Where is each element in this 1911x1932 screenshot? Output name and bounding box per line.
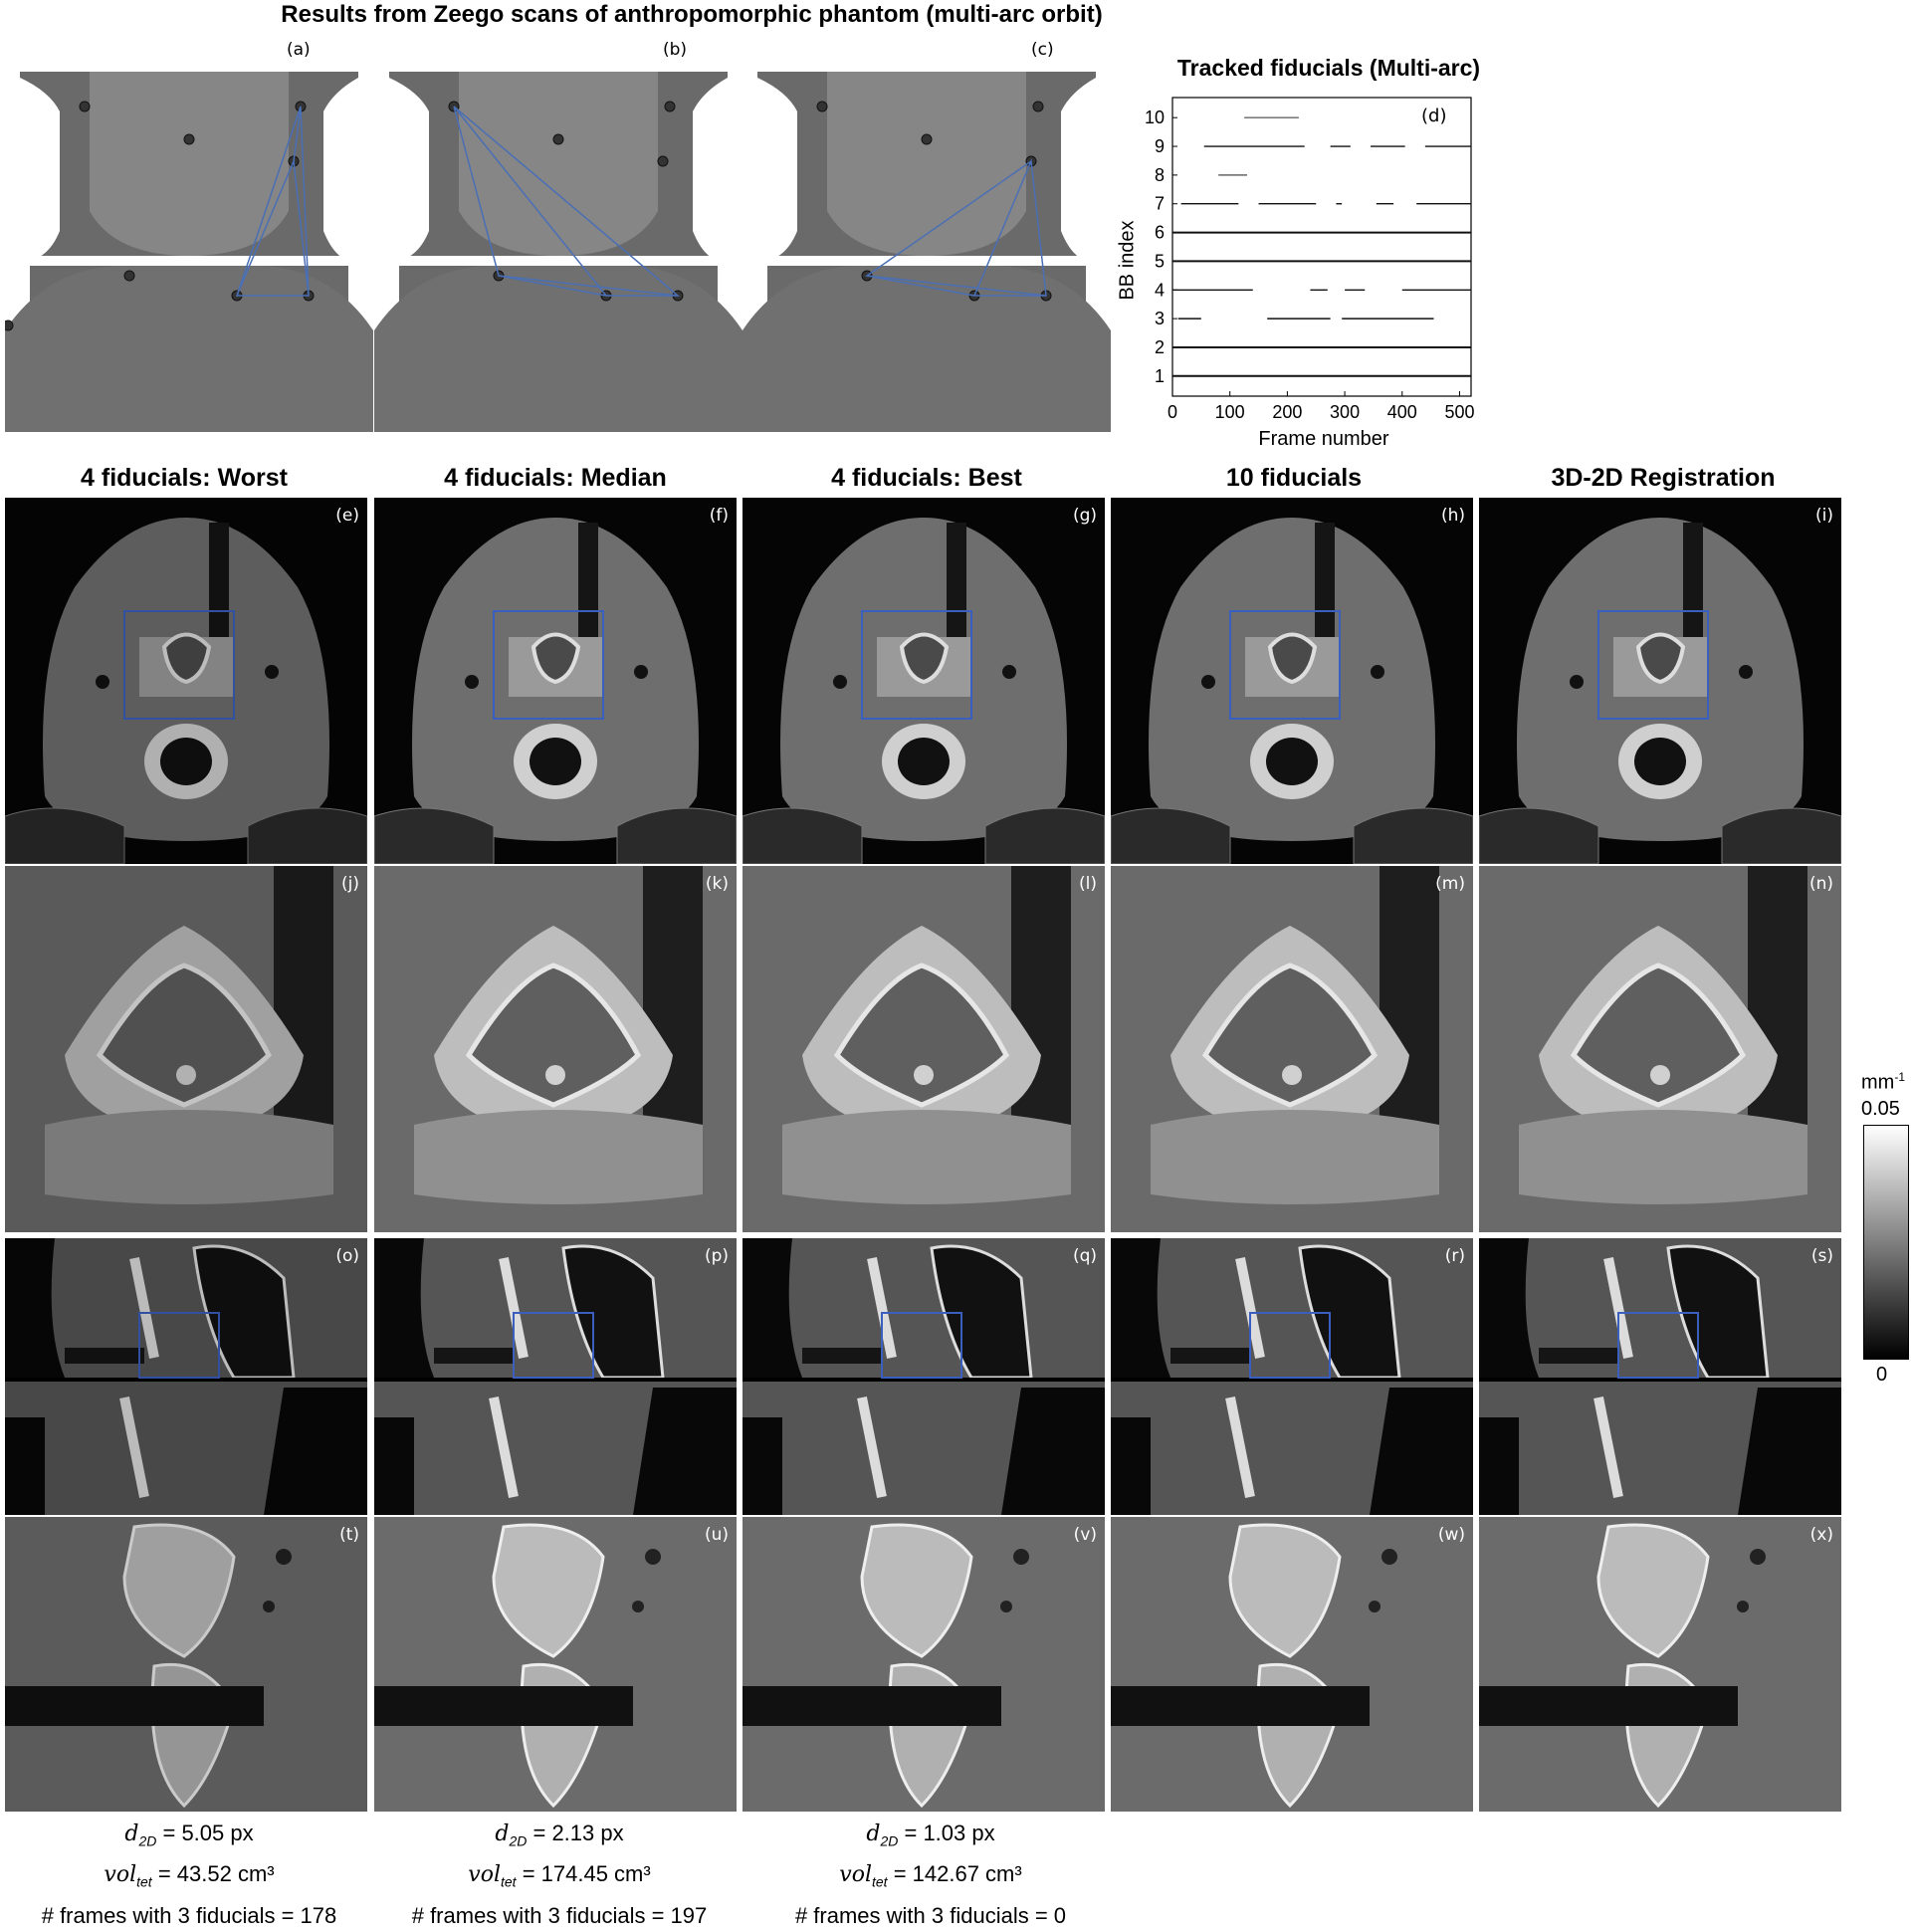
column-title-median: 4 fiducials: Median	[444, 464, 667, 492]
panel-label: (p)	[704, 1246, 729, 1266]
panel-label: (q)	[1072, 1246, 1097, 1266]
ct-image-axial	[374, 498, 737, 864]
ct-image-sagzoom	[1479, 1517, 1841, 1812]
ct-panel-axialzoom-4	[1111, 866, 1473, 1232]
x-tick-label: 300	[1330, 402, 1361, 422]
column-title-worst: 4 fiducials: Worst	[81, 464, 288, 492]
panel-label-a-text: (a)	[287, 40, 311, 60]
y-tick-label: 6	[1154, 222, 1165, 243]
ct-panel-sagittal-4	[1111, 1238, 1473, 1515]
ct-image-sagittal	[743, 1238, 1105, 1515]
ct-panel-axialzoom-1	[5, 866, 367, 1232]
figure-title: Results from Zeego scans of anthropomorphic phantom (multi-arc orbit)	[281, 1, 1103, 28]
d2d-sub: 2D	[138, 1832, 157, 1849]
ct-image-sagzoom	[743, 1517, 1105, 1812]
ct-image-axialzoom	[5, 866, 367, 1232]
caption-d2d	[370, 1817, 748, 1857]
xray-drawing-a	[5, 72, 373, 432]
ct-panel-sagzoom-5	[1479, 1517, 1841, 1812]
ct-image-axial	[5, 498, 367, 864]
caption-d2d	[742, 1817, 1120, 1857]
y-tick-label: 4	[1154, 280, 1165, 301]
colorbar-max: 0.05	[1861, 1098, 1900, 1120]
ct-panel-axialzoom-2	[374, 866, 737, 1232]
d2d-symbol: d	[124, 1822, 139, 1846]
chart-xlabel: Frame number	[1258, 428, 1389, 450]
ct-panel-axial-4	[1111, 498, 1473, 864]
d2d-value: = 2.13 px	[527, 1821, 624, 1845]
y-tick-label: 2	[1154, 336, 1165, 357]
xray-panel-a	[5, 72, 373, 432]
chart-panel-label: (d)	[1421, 106, 1447, 126]
chart-ylabel: BB index	[1116, 220, 1139, 301]
panel-label-b: (b)	[663, 40, 688, 60]
d2d-symbol: d	[866, 1822, 881, 1846]
chart-title: Tracked fiducials (Multi-arc)	[1176, 55, 1481, 81]
panel-label: (u)	[704, 1525, 729, 1545]
ct-image-sagittal	[374, 1238, 737, 1515]
xray-panel-c	[743, 72, 1111, 432]
ct-panel-axialzoom-5	[1479, 866, 1841, 1232]
panel-label: (r)	[1444, 1246, 1465, 1266]
column-title-10-fiducials: 10 fiducials	[1225, 464, 1363, 492]
ct-image-axialzoom	[743, 866, 1105, 1232]
ct-panel-sagittal-2	[374, 1238, 737, 1515]
ct-image-sagzoom	[374, 1517, 737, 1812]
panel-label: (m)	[1435, 874, 1465, 894]
x-tick-label: 100	[1214, 402, 1245, 422]
ct-image-axialzoom	[374, 866, 737, 1232]
ct-panel-sagittal-1	[5, 1238, 367, 1515]
xray-panel-b	[374, 72, 743, 432]
panel-label: (x)	[1809, 1525, 1833, 1545]
vol-value: = 142.67 cm³	[887, 1861, 1022, 1887]
d2d-sub: 2D	[880, 1832, 899, 1849]
ct-image-axial	[1111, 498, 1473, 864]
caption-median	[370, 1817, 748, 1932]
panel-label: (k)	[705, 874, 729, 894]
ct-image-sagittal	[5, 1238, 367, 1515]
ct-panel-sagittal-5	[1479, 1238, 1841, 1515]
panel-label: (j)	[341, 874, 359, 894]
vol-sub: tet	[136, 1873, 152, 1890]
colorbar-unit	[1861, 1070, 1905, 1095]
chart-plot	[1115, 50, 1513, 458]
d2d-symbol: d	[495, 1822, 510, 1846]
ct-panel-axialzoom-3	[743, 866, 1105, 1232]
x-tick-label: 500	[1444, 402, 1475, 422]
y-tick-label: 8	[1154, 164, 1165, 185]
ct-image-sagzoom	[5, 1517, 367, 1812]
ct-panel-sagzoom-4	[1111, 1517, 1473, 1812]
caption-frames: # frames with 3 fiducials = 197	[411, 1902, 708, 1928]
vol-symbol: vol	[468, 1862, 501, 1888]
panel-label-c: (c)	[1031, 40, 1054, 60]
caption-best	[742, 1817, 1120, 1932]
d2d-sub: 2D	[509, 1832, 528, 1849]
vol-symbol: vol	[839, 1862, 872, 1888]
panel-label: (w)	[1437, 1525, 1465, 1545]
panel-label: (h)	[1440, 506, 1465, 526]
caption-vol	[0, 1857, 378, 1898]
y-tick-label: 9	[1154, 136, 1165, 157]
d2d-value: = 5.05 px	[156, 1821, 254, 1845]
xray-drawing-c	[743, 72, 1111, 432]
caption-frames: # frames with 3 fiducials = 178	[41, 1902, 337, 1928]
ct-panel-axial-1	[5, 498, 367, 864]
y-tick-label: 1	[1154, 365, 1165, 386]
vol-value: = 174.45 cm³	[516, 1861, 651, 1887]
ct-image-axialzoom	[1479, 866, 1841, 1232]
ct-panel-axial-2	[374, 498, 737, 864]
tracked-fiducials-chart	[1115, 50, 1513, 458]
vol-sub: tet	[501, 1873, 517, 1890]
panel-label: (n)	[1808, 874, 1833, 894]
panel-label: (i)	[1815, 506, 1833, 526]
panel-label: (l)	[1079, 874, 1097, 894]
colorbar-unit-sup: -1	[1894, 1070, 1905, 1084]
vol-symbol: vol	[104, 1862, 137, 1888]
caption-worst	[0, 1817, 378, 1932]
colorbar-gradient	[1863, 1125, 1909, 1360]
column-title-3d2d: 3D-2D Registration	[1551, 464, 1776, 492]
ct-image-axialzoom	[1111, 866, 1473, 1232]
y-tick-label: 7	[1154, 193, 1165, 214]
caption-frames: # frames with 3 fiducials = 0	[794, 1902, 1067, 1928]
ct-panel-axial-3	[743, 498, 1105, 864]
column-title-best: 4 fiducials: Best	[831, 464, 1022, 492]
ct-panel-sagzoom-1	[5, 1517, 367, 1812]
vol-value: = 43.52 cm³	[151, 1861, 275, 1887]
caption-d2d	[0, 1817, 378, 1857]
ct-panel-sagittal-3	[743, 1238, 1105, 1515]
y-tick-label: 10	[1144, 107, 1165, 128]
x-tick-label: 400	[1386, 402, 1417, 422]
panel-label: (v)	[1073, 1525, 1097, 1545]
panel-label: (f)	[709, 506, 729, 526]
xray-drawing-b	[374, 72, 743, 432]
y-tick-label: 3	[1154, 309, 1165, 329]
panel-label: (e)	[335, 506, 359, 526]
panel-label: (t)	[339, 1525, 359, 1545]
ct-image-sagzoom	[1111, 1517, 1473, 1812]
caption-vol	[370, 1857, 748, 1898]
colorbar	[1851, 1050, 1911, 1408]
ct-image-sagittal	[1479, 1238, 1841, 1515]
x-tick-label: 200	[1272, 402, 1303, 422]
y-tick-label: 5	[1154, 251, 1165, 272]
caption-vol	[742, 1857, 1120, 1898]
panel-label: (o)	[335, 1246, 359, 1266]
chart-axes-box	[1172, 98, 1471, 396]
ct-panel-sagzoom-3	[743, 1517, 1105, 1812]
ct-image-axial	[743, 498, 1105, 864]
x-tick-label: 0	[1167, 402, 1178, 422]
d2d-value: = 1.03 px	[898, 1821, 995, 1845]
panel-label: (g)	[1072, 506, 1097, 526]
ct-panel-sagzoom-2	[374, 1517, 737, 1812]
colorbar-min: 0	[1876, 1364, 1888, 1386]
colorbar-unit-text: mm	[1861, 1071, 1895, 1094]
panel-label: (s)	[1810, 1246, 1833, 1266]
ct-panel-axial-5	[1479, 498, 1841, 864]
vol-sub: tet	[872, 1873, 888, 1890]
ct-image-sagittal	[1111, 1238, 1473, 1515]
ct-image-axial	[1479, 498, 1841, 864]
